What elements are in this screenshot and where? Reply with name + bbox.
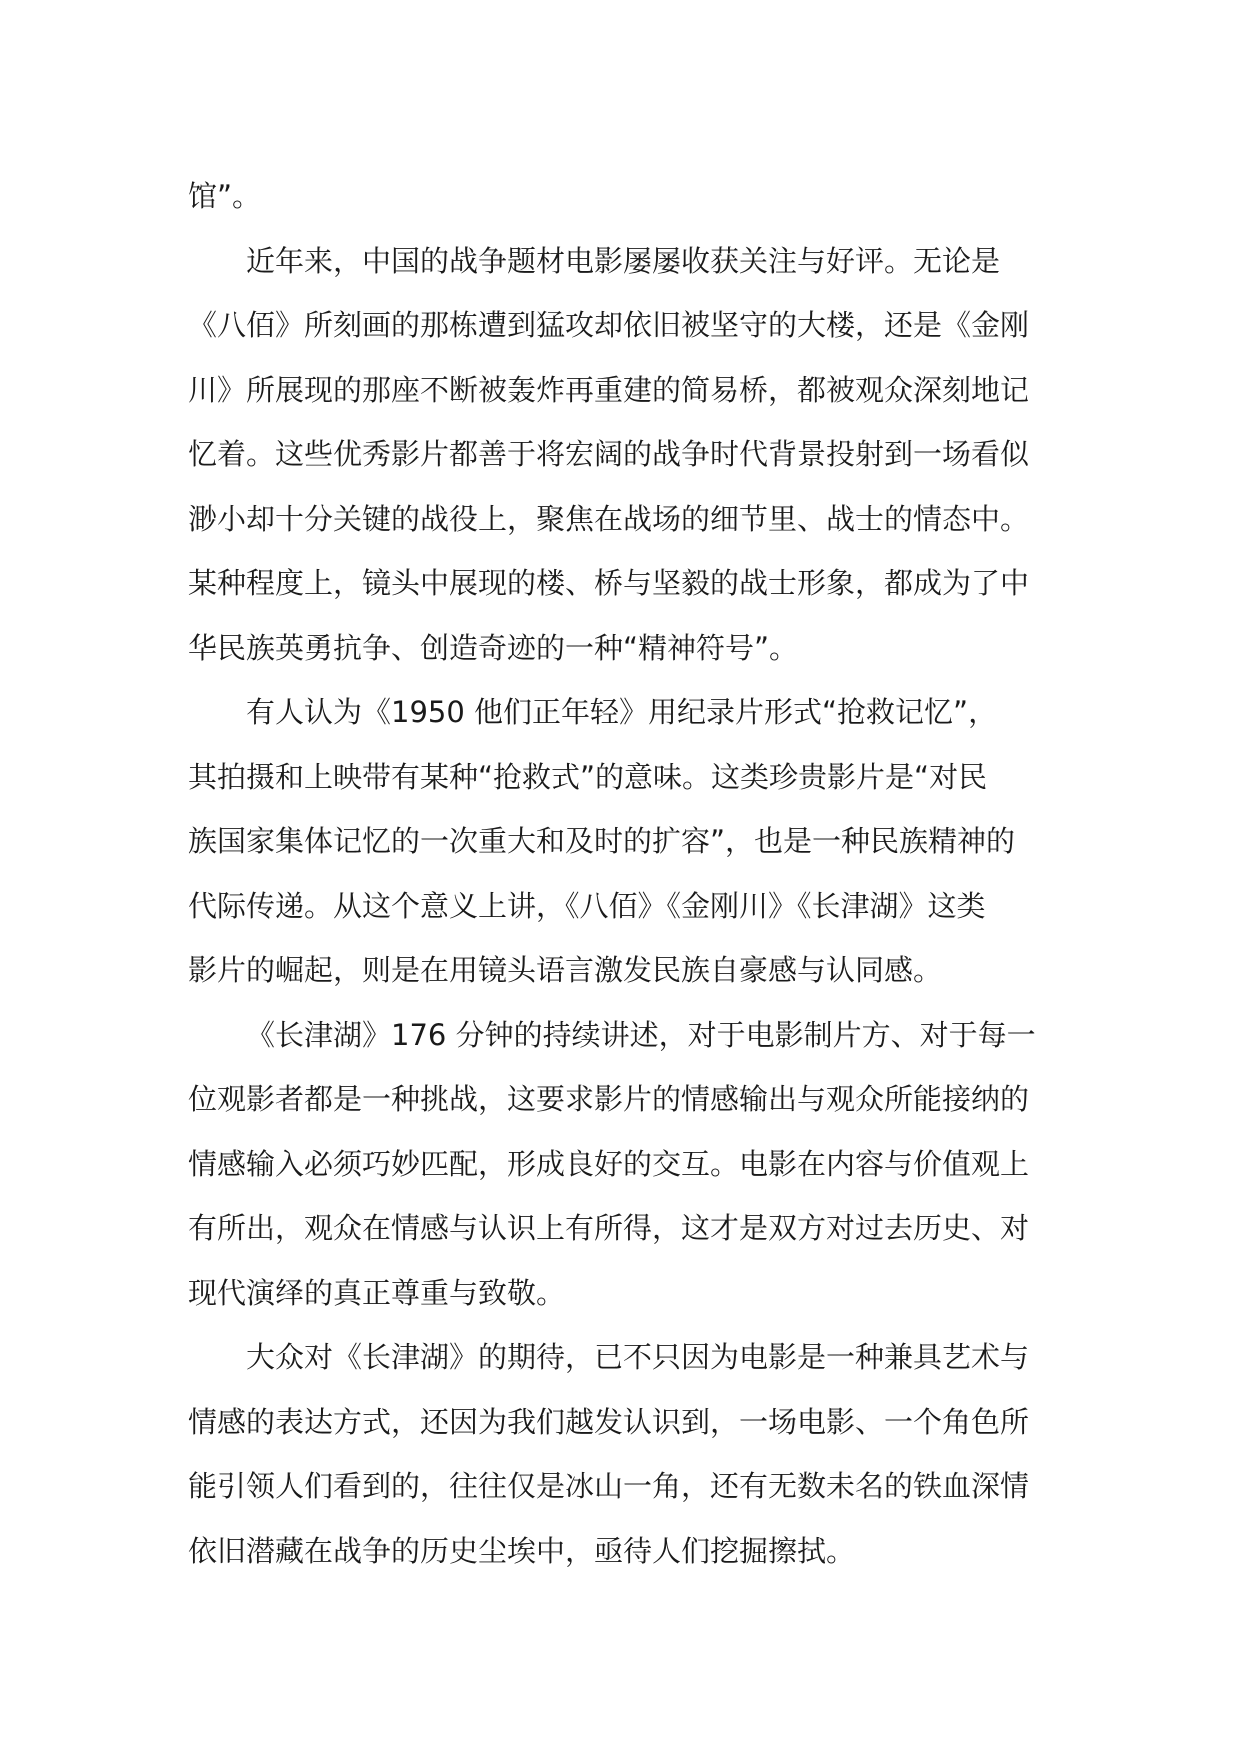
- text-line: 《长津湖》176 分钟的持续讲述，对于电影制片方、对于每一: [246, 1017, 1036, 1052]
- text-line: 现代演绎的真正尊重与致敬。: [188, 1275, 566, 1310]
- text-line: 川》所展现的那座不断被轰炸再重建的简易桥，都被观众深刻地记: [188, 372, 1030, 407]
- text-line: 情感的表达方式，还因为我们越发认识到，一场电影、一个角色所: [188, 1404, 1030, 1439]
- text-line: 依旧潜藏在战争的历史尘埃中，亟待人们挖掘擦拭。: [188, 1533, 856, 1568]
- text-line: 《八佰》所刻画的那栋遭到猛攻却依旧被坚守的大楼，还是《金刚: [188, 308, 1030, 342]
- text-line: 大众对《长津湖》的期待，已不只因为电影是一种兼具艺术与: [246, 1340, 1030, 1374]
- text-line: 馆”。: [188, 179, 262, 213]
- article-body: [188, 164, 1058, 1583]
- text-line: 族国家集体记忆的一次重大和及时的扩容”，也是一种民族精神的: [188, 824, 1016, 858]
- text-line: 近年来，中国的战争题材电影屡屡收获关注与好评。无论是: [246, 243, 1001, 278]
- text-line: 能引领人们看到的，往往仅是冰山一角，还有无数未名的铁血深情: [188, 1469, 1030, 1503]
- text-line: 某种程度上，镜头中展现的楼、桥与坚毅的战士形象，都成为了中: [188, 566, 1030, 600]
- text-line: 有所出，观众在情感与认识上有所得，这才是双方对过去历史、对: [188, 1211, 1030, 1245]
- text-line: 代际传递。从这个意义上讲，《八佰》《金刚川》《长津湖》这类: [188, 888, 986, 923]
- text-line: 情感输入必须巧妙匹配，形成良好的交互。电影在内容与价值观上: [188, 1146, 1030, 1181]
- text-line: 华民族英勇抗争、创造奇迹的一种“精神符号”。: [188, 630, 799, 665]
- text-line: 忆着。这些优秀影片都善于将宏阔的战争时代背景投射到一场看似: [188, 437, 1030, 471]
- text-line: 有人认为《1950 他们正年轻》用纪录片形式“抢救记忆”，: [246, 695, 998, 729]
- text-line: 其拍摄和上映带有某种“抢救式”的意味。这类珍贵影片是“对民: [188, 759, 988, 794]
- text-line: 渺小却十分关键的战役上，聚焦在战场的细节里、战士的情态中。: [188, 501, 1030, 536]
- text-line: 影片的崛起，则是在用镜头语言激发民族自豪感与认同感。: [188, 953, 943, 987]
- text-line: 位观影者都是一种挑战，这要求影片的情感输出与观众所能接纳的: [188, 1082, 1030, 1116]
